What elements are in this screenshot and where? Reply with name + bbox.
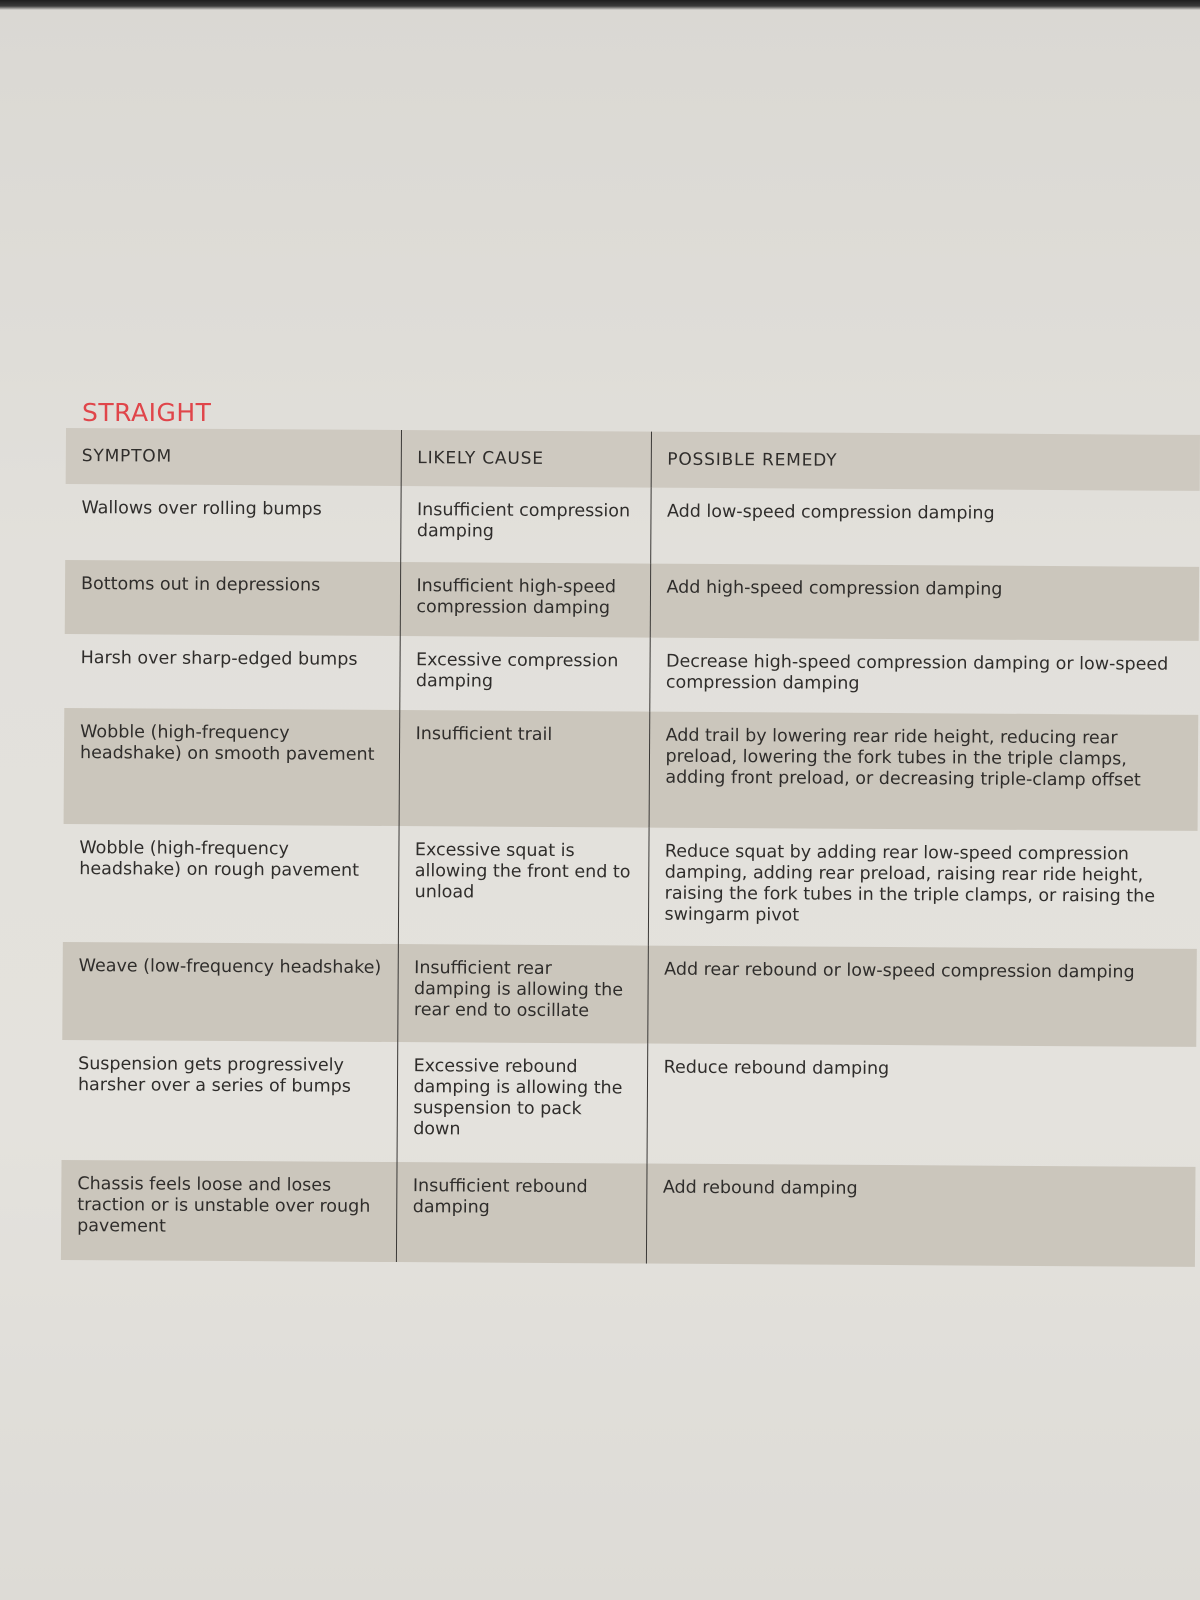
table-row [62, 1040, 1197, 1167]
cause-cell: Insufficient rebound damping [396, 1162, 647, 1264]
cause-cell: Insufficient compression damping [400, 486, 650, 564]
symptom-cell: Weave (low-frequency headshake) [78, 956, 382, 978]
table-row [63, 824, 1198, 949]
table-row [61, 1160, 1196, 1267]
cause-cell: Insufficient trail [399, 710, 650, 828]
table-row [65, 484, 1199, 567]
remedy-cell: Decrease high-speed compression damping or low-speed compression damping [649, 638, 1198, 715]
troubleshooting-table-container [61, 428, 1200, 1267]
remedy-cell: Reduce squat by adding rear low-speed compression damping, adding rear preload, raising rear ride height, raising the fork tubes in the triple clamps, or raising the swingarm pivot [648, 828, 1198, 949]
table-row [64, 708, 1199, 831]
table-header-row [66, 428, 1200, 491]
cause-cell: Excessive compression damping [399, 636, 649, 712]
table-row [62, 942, 1197, 1047]
remedy-cell: Add low-speed compression damping [650, 488, 1199, 567]
symptom-cell: Bottoms out in depressions [80, 574, 321, 596]
table-row [65, 560, 1199, 641]
cause-cell: Insufficient rear damping is allowing the rear end to oscillate [397, 944, 648, 1044]
cause-cell: Excessive rebound damping is allowing the suspension to pack down [397, 1042, 648, 1164]
symptom-cell: Suspension gets progressively harsher over a series of bumps [77, 1054, 351, 1097]
remedy-cell: Add high-speed compression damping [650, 564, 1199, 641]
remedy-cell: Reduce rebound damping [647, 1044, 1197, 1167]
cause-cell: Excessive squat is allowing the front end to unload [398, 826, 649, 946]
symptom-cell: Wallows over rolling bumps [81, 498, 322, 520]
symptom-cell: Chassis feels loose and loses traction or is unstable over rough pavement [77, 1174, 371, 1237]
remedy-cell: Add trail by lowering rear ride height, reducing rear preload, lowering the fork tubes in the triple clamps, adding front preload, or decreasing triple-clamp offset [649, 712, 1199, 831]
symptom-cell: Harsh over sharp-edged bumps [80, 648, 358, 670]
section-title: STRAIGHT [82, 398, 212, 427]
symptom-cell: Wobble (high-frequency headshake) on rough pavement [79, 838, 360, 881]
table-row [64, 634, 1198, 715]
troubleshooting-table [61, 428, 1200, 1267]
header-likely-cause: LIKELY CAUSE [401, 430, 651, 488]
header-possible-remedy: POSSIBLE REMEDY [651, 432, 1200, 491]
symptom-cell: Wobble (high-frequency headshake) on smooth pavement [79, 722, 375, 765]
remedy-cell: Add rear rebound or low-speed compression damping [647, 946, 1197, 1047]
cause-cell: Insufficient high-speed compression damping [400, 562, 650, 638]
remedy-cell: Add rebound damping [646, 1164, 1196, 1267]
header-symptom: SYMPTOM [81, 446, 173, 467]
